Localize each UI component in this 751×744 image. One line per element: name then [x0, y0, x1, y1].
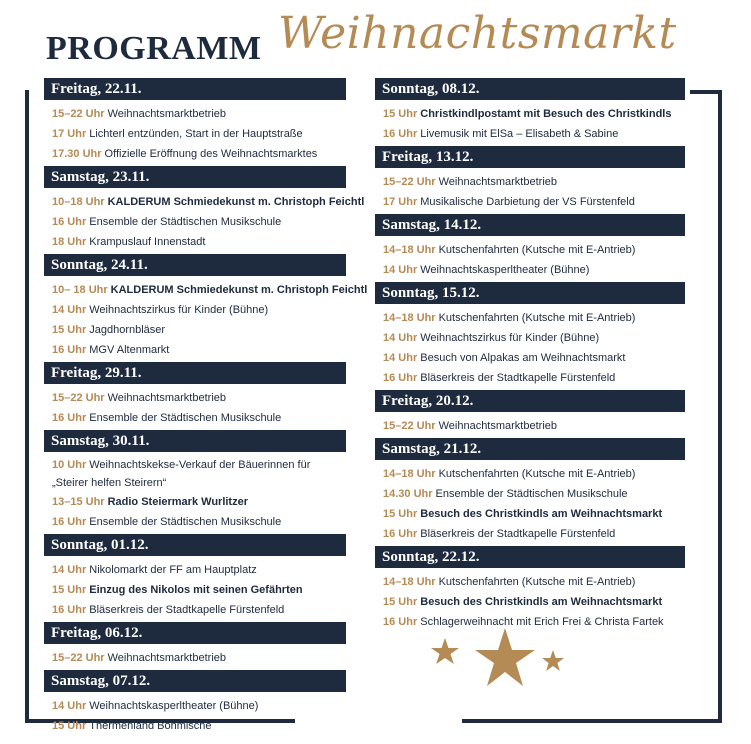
event-time: 15 Uhr [52, 720, 87, 732]
event-time: 10– 18 Uhr [52, 284, 108, 296]
event-row [44, 600, 346, 620]
event-time: 14–18 Uhr [383, 312, 436, 324]
event-description: Ensemble der Städtischen Musikschule [89, 216, 282, 228]
event-row [44, 300, 346, 320]
event-row [375, 172, 685, 192]
event-time: 14–18 Uhr [383, 244, 436, 256]
event-description: Kutschenfahrten (Kutsche mit E-Antrieb) [438, 312, 636, 324]
event-row [44, 104, 346, 124]
event-time: 14.30 Uhr [383, 488, 433, 500]
event-description: Christkindlpostamt mit Besuch des Christkindls [420, 108, 672, 120]
page-title [46, 10, 746, 70]
event-description: Weihnachtsmarktbetrieb [107, 652, 226, 664]
event-row [44, 320, 346, 340]
stars-decoration [425, 628, 575, 708]
event-description: Weihnachtsmarktbetrieb [107, 392, 226, 404]
schedule-column-left [44, 76, 368, 736]
event-row [44, 512, 346, 532]
event-description: Offizielle Eröffnung des Weihnachtsmarktes [104, 148, 318, 160]
event-description: Weihnachtskekse-Verkauf der Bäuerinnen für „Steirer helfen Steirern“ [52, 459, 311, 489]
event-description: Schlagerweihnacht mit Erich Frei & Christa Fartek [420, 616, 664, 628]
day-header: Sonntag, 24.11. [44, 254, 346, 276]
day-block [375, 438, 685, 544]
event-time: 17 Uhr [52, 128, 87, 140]
event-row [375, 124, 685, 144]
event-description: KALDERUM Schmiedekunst m. Christoph Feichtl [110, 284, 368, 296]
frame-line-right [718, 90, 722, 723]
event-time: 15–22 Uhr [52, 392, 105, 404]
event-row [375, 328, 685, 348]
event-description: MGV Altenmarkt [89, 344, 170, 356]
event-description: Ensemble der Städtischen Musikschule [89, 516, 282, 528]
day-header: Freitag, 29.11. [44, 362, 346, 384]
event-description: Einzug des Nikolos mit seinen Gefährten [89, 584, 303, 596]
event-row [44, 388, 346, 408]
event-description: Lichterl entzünden, Start in der Hauptstraße [89, 128, 303, 140]
event-time: 17.30 Uhr [52, 148, 102, 160]
event-row [375, 192, 685, 212]
event-time: 15–22 Uhr [383, 176, 436, 188]
event-time: 15 Uhr [383, 108, 418, 120]
event-description: Weihnachtsmarktbetrieb [438, 176, 557, 188]
event-description: Weihnachtszirkus für Kinder (Bühne) [420, 332, 600, 344]
day-block [44, 670, 346, 736]
event-time: 16 Uhr [52, 412, 87, 424]
event-time: 15–22 Uhr [383, 420, 436, 432]
day-block [375, 390, 685, 436]
day-header: Sonntag, 08.12. [375, 78, 685, 100]
event-description: KALDERUM Schmiedekunst m. Christoph Feichtl [107, 196, 365, 208]
event-description: Ensemble der Städtischen Musikschule [435, 488, 628, 500]
day-header: Sonntag, 01.12. [44, 534, 346, 556]
day-header: Sonntag, 22.12. [375, 546, 685, 568]
event-time: 16 Uhr [52, 216, 87, 228]
event-time: 18 Uhr [52, 236, 87, 248]
day-block [375, 282, 685, 388]
event-description: Besuch von Alpakas am Weihnachtsmarkt [420, 352, 626, 364]
event-row [44, 696, 346, 716]
event-row [375, 464, 685, 484]
day-block [44, 362, 346, 428]
event-row [375, 524, 685, 544]
day-block [44, 78, 346, 164]
day-header: Samstag, 21.12. [375, 438, 685, 460]
event-time: 15 Uhr [383, 596, 418, 608]
event-time: 10 Uhr [52, 459, 87, 471]
event-row [375, 484, 685, 504]
day-block [44, 166, 365, 252]
event-time: 14 Uhr [52, 700, 87, 712]
event-time: 14–18 Uhr [383, 576, 436, 588]
event-description: Weihnachtsmarktbetrieb [107, 108, 226, 120]
event-row [44, 192, 365, 212]
event-row [44, 408, 346, 428]
event-description: Ensemble der Städtischen Musikschule [89, 412, 282, 424]
event-description: Kutschenfahrten (Kutsche mit E-Antrieb) [438, 468, 636, 480]
event-time: 15–22 Uhr [52, 652, 105, 664]
event-time: 10–18 Uhr [52, 196, 105, 208]
frame-line-right-top [690, 90, 722, 94]
event-description: Bläserkreis der Stadtkapelle Fürstenfeld [89, 604, 285, 616]
event-time: 15–22 Uhr [52, 108, 105, 120]
event-description: Nikolomarkt der FF am Hauptplatz [89, 564, 257, 576]
frame-line-right-bottom [462, 719, 722, 723]
event-description: Thermenland Böhmische [89, 720, 212, 732]
star-icon-large [475, 628, 535, 686]
event-description: Weihnachtsmarktbetrieb [438, 420, 557, 432]
event-row [44, 580, 346, 600]
event-row [375, 240, 685, 260]
event-row [375, 260, 685, 280]
event-time: 14 Uhr [383, 352, 418, 364]
event-row [375, 308, 685, 328]
day-header: Samstag, 23.11. [44, 166, 346, 188]
frame-line-left [25, 90, 29, 723]
event-row [44, 492, 346, 512]
event-row [375, 104, 685, 124]
event-time: 16 Uhr [52, 516, 87, 528]
event-time: 14 Uhr [52, 564, 87, 576]
day-header: Freitag, 22.11. [44, 78, 346, 100]
event-description: Radio Steiermark Wurlitzer [107, 496, 248, 508]
event-time: 16 Uhr [52, 604, 87, 616]
event-time: 15 Uhr [383, 508, 418, 520]
star-icon-small-left [431, 638, 459, 664]
title-programm: PROGRAMM [46, 30, 262, 67]
event-row [44, 144, 346, 164]
event-description: Kutschenfahrten (Kutsche mit E-Antrieb) [438, 244, 636, 256]
event-description: Weihnachtskasperltheater (Bühne) [89, 700, 259, 712]
event-time: 16 Uhr [52, 344, 87, 356]
event-time: 14 Uhr [383, 332, 418, 344]
event-time: 14–18 Uhr [383, 468, 436, 480]
event-description: Weihnachtskasperltheater (Bühne) [420, 264, 590, 276]
event-row [44, 456, 346, 492]
event-description: Weihnachtszirkus für Kinder (Bühne) [89, 304, 269, 316]
day-header: Freitag, 06.12. [44, 622, 346, 644]
event-description: Krampuslauf Innenstadt [89, 236, 206, 248]
event-time: 15 Uhr [52, 324, 87, 336]
event-time: 16 Uhr [383, 528, 418, 540]
event-time: 15 Uhr [52, 584, 87, 596]
event-time: 16 Uhr [383, 616, 418, 628]
day-header: Samstag, 14.12. [375, 214, 685, 236]
day-header: Freitag, 20.12. [375, 390, 685, 412]
event-description: Bläserkreis der Stadtkapelle Fürstenfeld [420, 528, 616, 540]
event-time: 16 Uhr [383, 372, 418, 384]
event-time: 13–15 Uhr [52, 496, 105, 508]
event-time: 17 Uhr [383, 196, 418, 208]
event-row [375, 592, 685, 612]
day-block [375, 546, 685, 632]
star-icon-small-right [542, 650, 564, 671]
event-description: Kutschenfahrten (Kutsche mit E-Antrieb) [438, 576, 636, 588]
day-block [375, 78, 685, 144]
event-time: 16 Uhr [383, 128, 418, 140]
day-block [44, 430, 346, 532]
event-row [375, 572, 685, 592]
day-block [375, 214, 685, 280]
event-row [44, 232, 346, 252]
event-row [375, 348, 685, 368]
day-block [44, 534, 346, 620]
event-description: Livemusik mit ElSa – Elisabeth & Sabine [420, 128, 619, 140]
event-row [44, 716, 346, 736]
day-block [44, 254, 368, 360]
schedule-column-right [375, 76, 685, 632]
event-row [44, 648, 346, 668]
event-row [44, 124, 346, 144]
event-row [375, 368, 685, 388]
event-row [44, 340, 346, 360]
event-time: 14 Uhr [52, 304, 87, 316]
event-row [375, 416, 685, 436]
event-description: Besuch des Christkindls am Weihnachtsmarkt [420, 508, 663, 520]
day-header: Samstag, 07.12. [44, 670, 346, 692]
event-description: Jagdhornbläser [89, 324, 166, 336]
event-row [44, 212, 346, 232]
event-description: Besuch des Christkindls am Weihnachtsmarkt [420, 596, 663, 608]
day-header: Samstag, 30.11. [44, 430, 346, 452]
event-row [44, 560, 346, 580]
event-time: 14 Uhr [383, 264, 418, 276]
title-weihnachtsmarkt: Weihnachtsmarkt [278, 8, 677, 59]
event-description: Musikalische Darbietung der VS Fürstenfeld [420, 196, 635, 208]
day-header: Freitag, 13.12. [375, 146, 685, 168]
day-block [375, 146, 685, 212]
event-row [44, 280, 368, 300]
day-block [44, 622, 346, 668]
event-row [375, 504, 685, 524]
day-header: Sonntag, 15.12. [375, 282, 685, 304]
event-description: Bläserkreis der Stadtkapelle Fürstenfeld [420, 372, 616, 384]
